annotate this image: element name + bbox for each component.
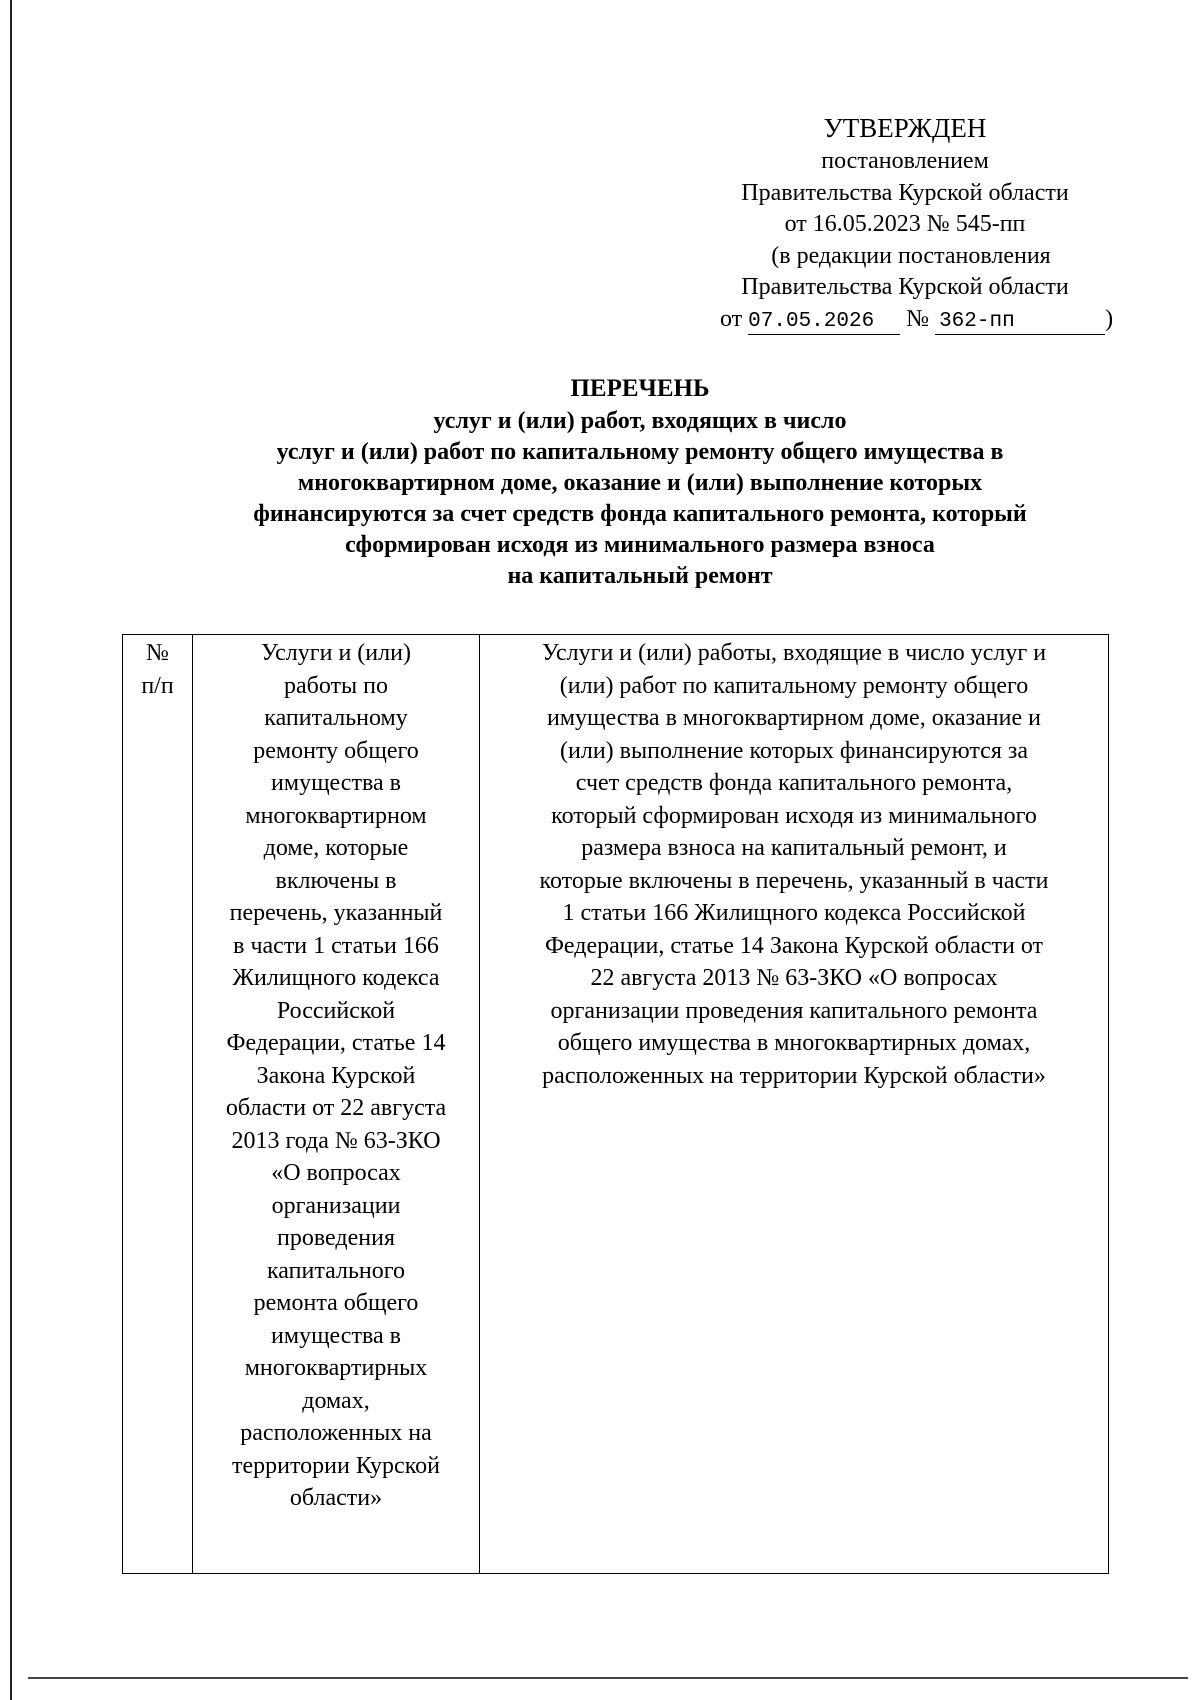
scan-bottom-edge <box>28 1677 1188 1679</box>
revision-fillin-row <box>690 304 1120 336</box>
col-funded-services-header <box>480 635 1109 1574</box>
col-services-header <box>193 635 480 1574</box>
title-line-2: услуг и (или) работ по капитальному ремонту общего имущества в <box>276 439 1004 465</box>
col-number-header-text: № п/п <box>141 640 174 699</box>
number-label: № <box>906 305 930 332</box>
approval-line-2: Правительства Курской области <box>741 179 1069 206</box>
col-services-header-text: Услуги и (или) работы по капитальному ремонту общего имущества в многоквартирном доме, которые включены в перечень, указанный в части 1 статьи 166 Жилищного кодекса Российской Федерации, статье 14 Закона Курской области от 22 августа 2013 года № 63-ЗКО «О вопросах организации проведения капитального ремонта общего имущества в многоквартирных домах, расположенных на территории Курской области» <box>225 640 447 1511</box>
title-line-4: финансируются за счет средств фонда капитального ремонта, который <box>253 501 1027 527</box>
approval-line-4: (в редакции постановления <box>771 242 1051 269</box>
revision-date-field: 07.05.2026 <box>748 310 900 335</box>
scan-left-edge <box>10 0 12 1700</box>
document-title: ПЕРЕЧЕНЬ <box>570 375 710 402</box>
services-table <box>122 634 1109 1574</box>
approval-line-5: Правительства Курской области <box>741 274 1069 300</box>
closing-bracket: ) <box>1105 305 1114 332</box>
document-title-block <box>150 373 1130 592</box>
title-line-1: услуг и (или) работ, входящих в число <box>433 408 847 434</box>
table-header-row <box>123 635 1109 1574</box>
approval-stamp-block <box>690 110 1120 335</box>
title-line-5: сформирован исходя из минимального размера взноса <box>345 532 935 558</box>
col-number-header <box>123 635 193 1574</box>
title-line-6: на капитальный ремонт <box>507 563 773 589</box>
title-line-3: многоквартирном доме, оказание и (или) выполнение которых <box>297 470 983 496</box>
approval-line-1: постановлением <box>821 148 989 174</box>
revision-number-field: 362-пп <box>935 310 1105 335</box>
col-funded-services-header-text: Услуги и (или) работы, входящие в число услуг и (или) работ по капитальному ремонту общего имущества в многоквартирном доме, оказание и (или) выполнение которых финансируются за счет средств фонда капитального ремонта, который сформирован исходя из минимального размера взноса на капитальный ремонт, и которые включены в перечень, указанный в части 1 статьи 166 Жилищного кодекса Российской Федерации, статье 14 Закона Курской области от 22 августа 2013 № 63-ЗКО «О вопросах организации проведения капитального ремонта общего имущества в многоквартирных домах, расположенных на территории Курской области» <box>539 640 1049 1089</box>
approval-heading: УТВЕРЖДЕН <box>823 113 987 143</box>
from-label: от <box>720 305 743 332</box>
approval-line-3: от 16.05.2023 № 545-пп <box>784 211 1026 237</box>
